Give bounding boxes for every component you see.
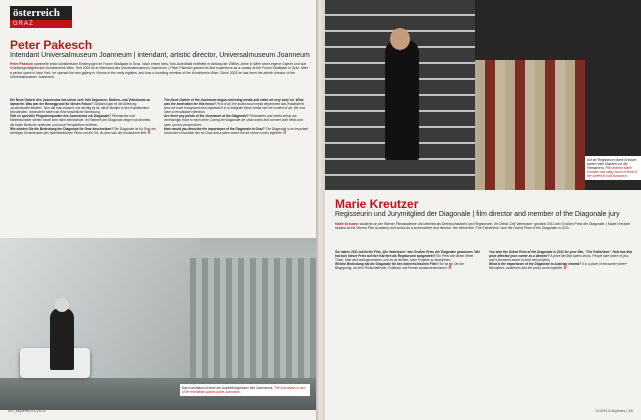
interviewee-role: Intendant Universalmuseum Joanneum | intendant, artistic director, Universalmuseum Joanneum [10,52,310,59]
intro-name: Marie Kreutzer [335,222,359,226]
intro-paragraph [10,62,310,79]
german-column [10,98,156,135]
question: Die Neue Galerie des Joanneums hat schon sehr früh begonnen, Medien- und Videokunst zu sammeln. Was war der Beweggrund für diesen Fokus? [10,98,151,107]
interview-columns [335,250,635,270]
photo-person-head [390,28,410,50]
section-brand: österreich [10,6,72,20]
interviewee-name: Peter Pakesch [10,38,93,52]
question: Gibt es spezielle Programmpunkte des Joanneums zur Diagonale? [10,114,111,119]
answer: Filmmakers and media artists are increasingly close to each other. During the Diagonale we show works that connect both fields and open up new perspectives. [164,114,303,127]
interview-columns [10,98,310,135]
question: The Neue Galerie of the Joanneum began collecting media and video art very early on. What was the motivation for this focus? [164,98,304,107]
english-column [489,250,635,270]
answer: Sie ist ein Ort der Begegnung, an dem Filmschaffende, Publikum und Presse zusammenkommen. [335,262,464,271]
answer: The Diagonale is an important showcase of Austrian film for Graz and a place where the art scene comes together. [164,126,309,135]
question: How would you describe the importance of the Diagonale to Graz? [164,126,265,131]
question: You won the Grand Prize of the Diagonale in 2011 for your film, “The Fatherless”. How has this prize affected your career as a director? [489,250,633,259]
caption-english: Film director Marie Kreutzer has many hours in front of the screen to look forward to. [587,166,637,178]
answer: Ein Preis wie dieser öffnet Türen. Man wird wahrgenommen, und es ist leichter, neue Projekte zu finanzieren. [335,254,474,263]
answer: A prize like that opens doors. People take notice of you, and it becomes easier to fund new projects. [489,254,629,263]
end-marker: // [563,265,567,272]
section-city: GRAZ [10,20,72,28]
caption-german: Auf die Regisseurin Marie Kreutzer warten viele Standen vor der Filmkamera. [587,158,637,170]
answer: Zunächst gab es die Abteilung „Audiovisuelle Medien“. Nun hat man erkannt, wie wichtig es ist, diese Medien in den Kunstkontext einzubinden. Inzwischen haben wir eine beachtliche Sammlung. [10,102,149,115]
photo-cubes [475,60,585,190]
photo-structure [190,258,316,378]
caption-english: The Kunsthaus is one of the exhibition spaces at the Joanneum. [182,386,305,394]
question: Are there any points of the Joanneum at the Diagonale? [164,114,249,119]
photo-person-head [55,298,69,312]
photo-caption [180,384,310,396]
question: Welche Bedeutung hat die Diagonale für den österreichischen Film? [335,262,439,267]
photo-caption [585,156,641,180]
page-footer: 58 | skylines 01/2013 [8,408,46,413]
right-page [325,0,641,420]
intro-name: Peter Pakesch [10,62,34,66]
intro-text: sammelte erste künstlerische Erfahrungen im Forum Stadtpark in Graz. Nach einem New-York-Aufenthalt eröffnete er Anfang der 1980er-Jahre in Wien seine eigene Galerie und war Gründungsmitglied des Kunstvereins Wien. Seit 2003 ist er Intendant des Universalmuseums Joanneum. | Peter Pakesch gained his first experience as a curator at the Forum Stadtpark in Graz. After a period spent in New York, he opened his own gallery in Vienna in the early eighties, and was a founding member of the Kunstverein Wien. Since 2003 he has been the artistic director of the Universalmuseum Joanneum. [10,62,308,79]
answer: Die Diagonale ist für Graz ein wichtiges Schaufenster des österreichischen Films und ein Ort, an dem sich die Kunstszene trifft. [10,126,156,135]
intro-text: studierte an der Wiener Filmakademie und arbeitet als Drehbuchautorin und Regisseurin. Ihr Debüt „Die Vaterlosen“ gewann 2011 den Großen Preis der Diagonale. | Marie Kreutzer studied at the Vienna Film Academy and works as a screenwriter and director. Her debut film “The Fatherless” won the Grand Prize of the Diagonale in 2011. [335,222,631,231]
answer: It is a place of encounter where filmmakers, audiences and the press come together. [489,262,627,271]
question: Sie haben 2011 mit Ihrem Film „Die Vaterlosen“ den Großen Preis der Diagonale gewonnen. Wie hat sich dieser Preis auf Ihre Karriere als Regisseurin ausgewirkt? [335,250,481,259]
end-marker: // [147,129,151,136]
end-marker: // [448,265,452,272]
answer: First of all, the audiovisual media department was established. Now we have recognized how important it is to integrate these media into the context of art. We now have a remarkable collection. [164,102,306,115]
left-page [0,0,316,420]
intro-paragraph [335,222,635,231]
caption-german: Das Kunsthaus ist einer der Ausstellungsräume des Joanneums. [182,386,274,390]
answer: Filmmacher und Medienkünstler stehen heute sehr nahe beieinander. Im Rahmen der Diagonale zeigen wir Arbeiten, die beide Bereiche verbinden und neue Perspektiven eröffnen. [10,114,152,127]
interviewee-role: Regisseurin und Jurymitglied der Diagonale | film director and member of the Diagonale jury [335,211,620,218]
german-column [335,250,481,270]
spine-gutter [316,0,325,420]
english-column [164,98,310,135]
photo-person [50,308,74,370]
question: What is the importance of the Diagonale to Austrian cinema? [489,262,582,267]
question: Wie würden Sie die Bedeutung der Diagonale für Graz beschreiben? [10,126,114,131]
end-marker: // [283,129,286,136]
photo-person [385,40,419,160]
page-footer: 01/2013 skylines | 59 [595,408,633,413]
interviewee-name: Marie Kreutzer [335,197,419,211]
